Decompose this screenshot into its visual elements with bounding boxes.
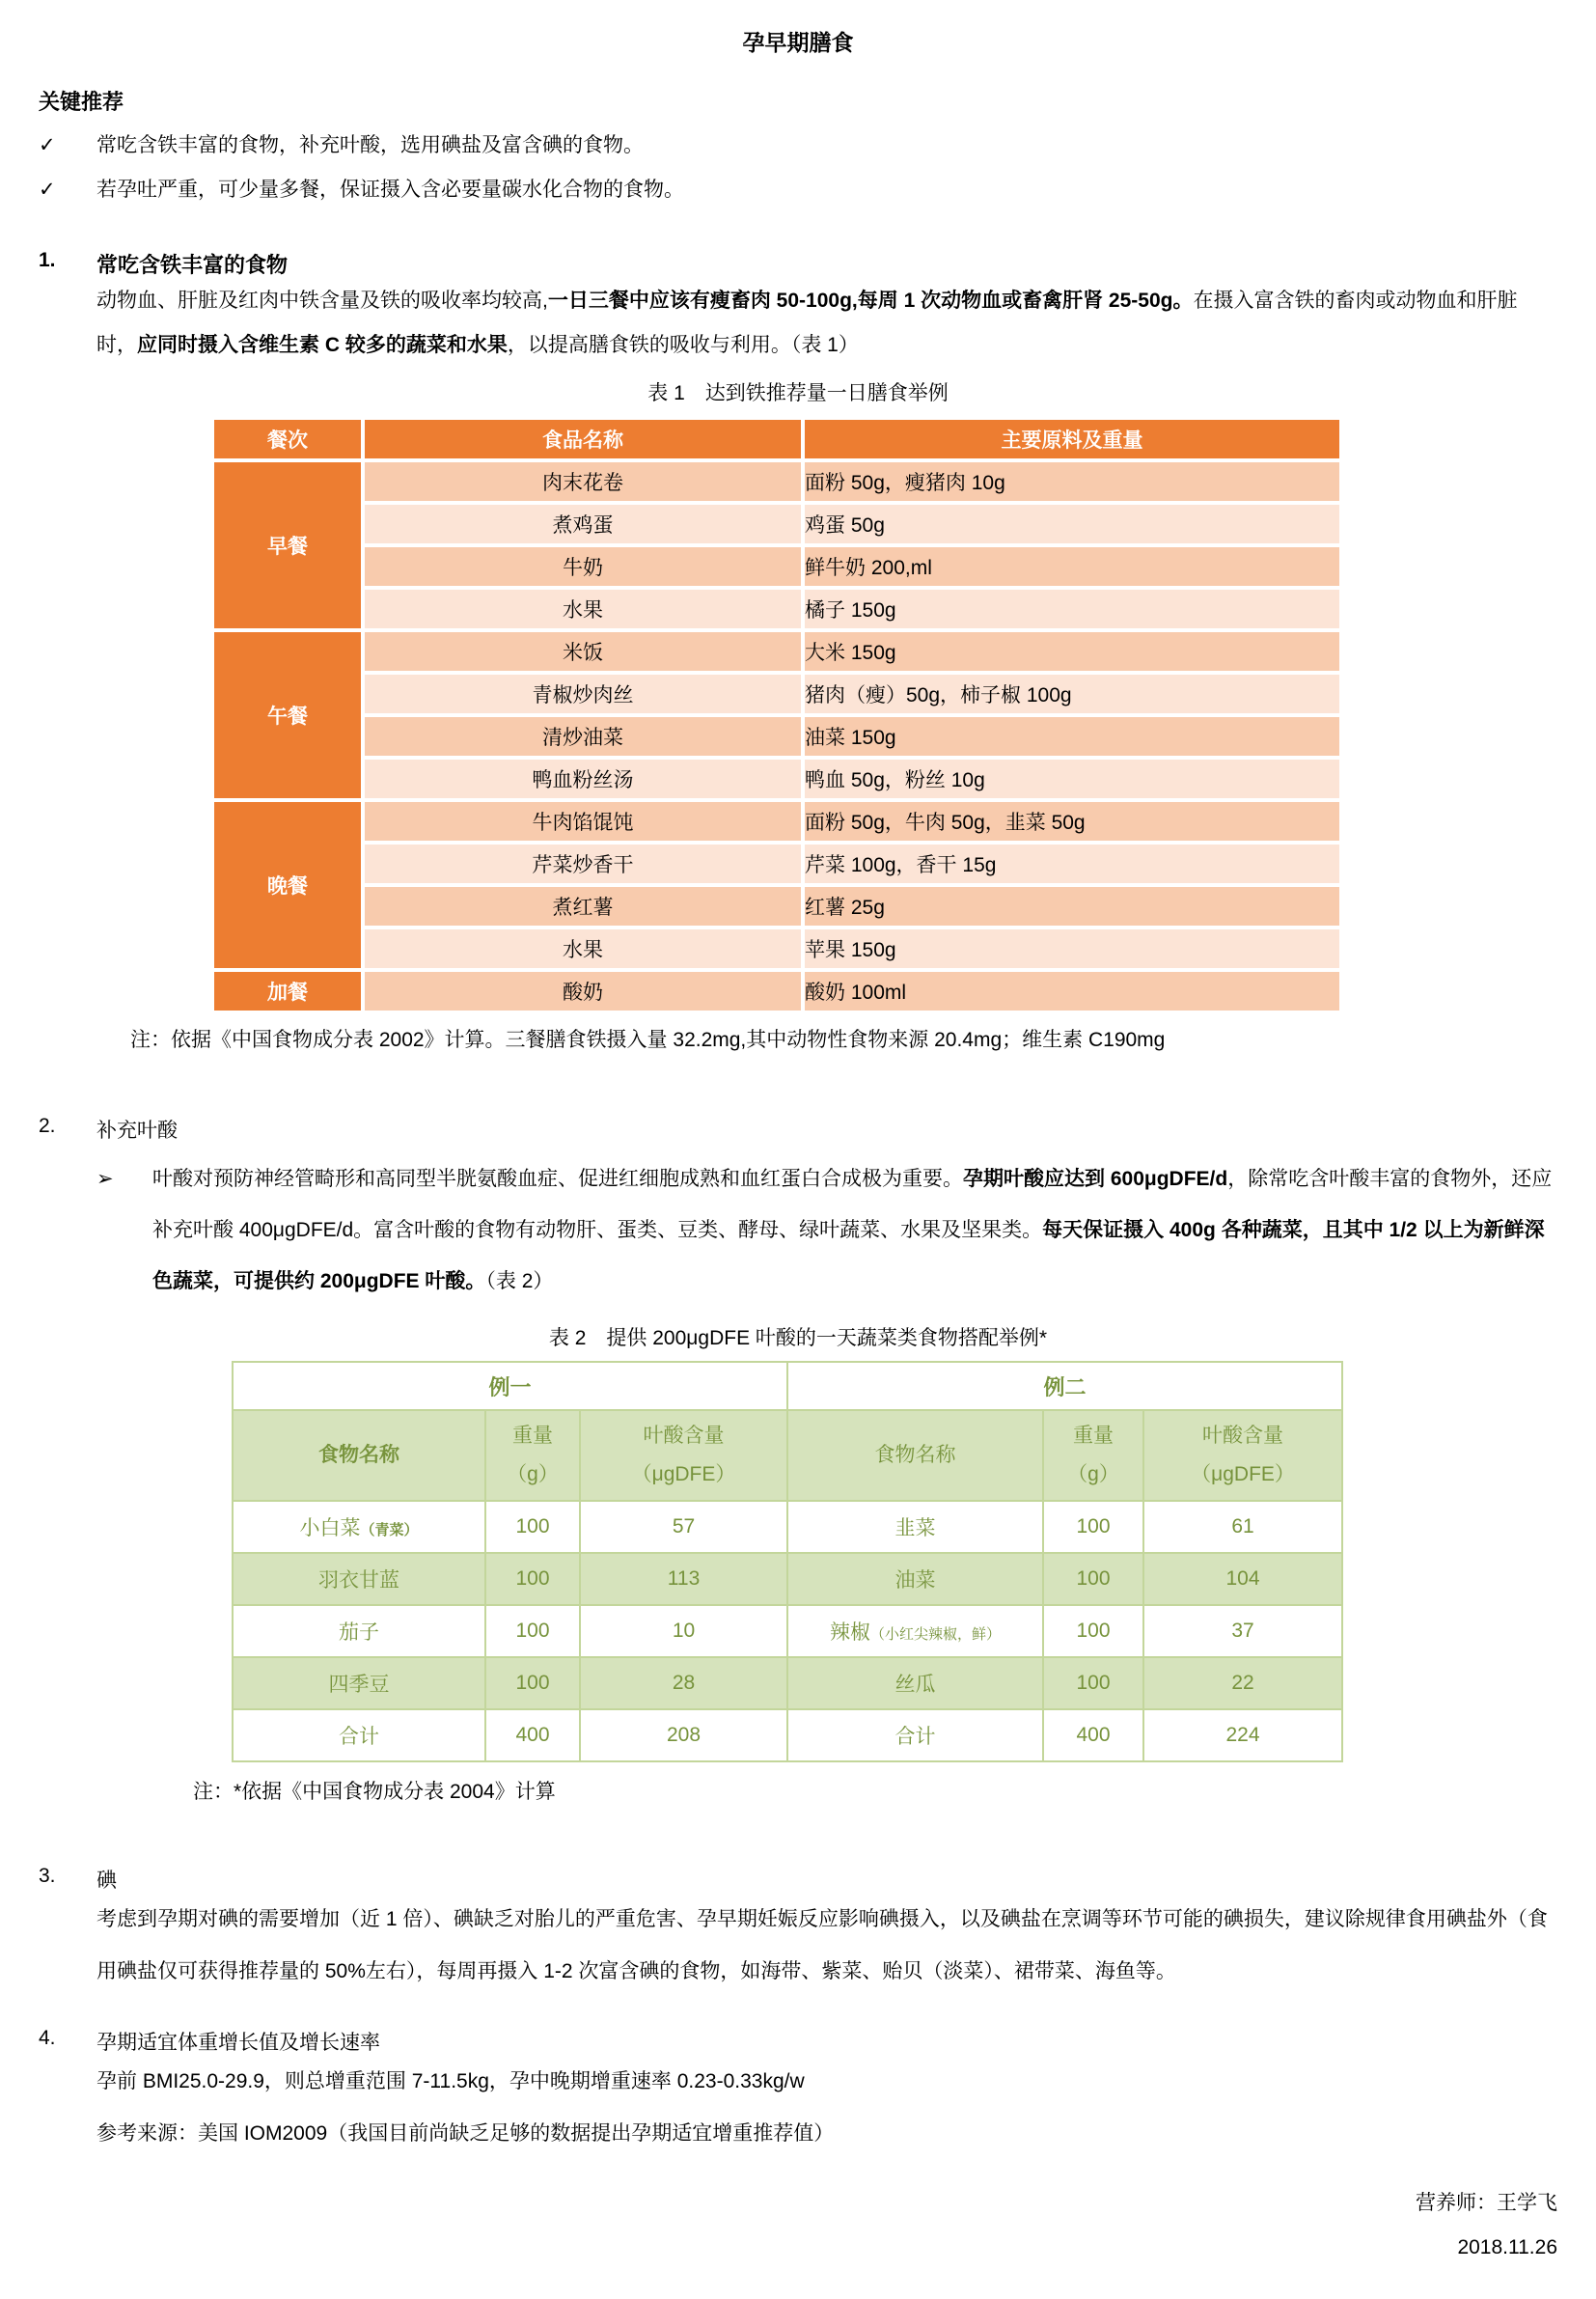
table-row: [214, 760, 1339, 798]
total-label: [233, 1709, 485, 1761]
ingredients: 红薯 25g: [805, 887, 1339, 926]
header-folate-1: [580, 1410, 787, 1501]
table-row: [233, 1605, 1342, 1657]
meal-label-lunch: 午餐: [214, 632, 361, 798]
food-name: 煮鸡蛋: [365, 505, 801, 543]
ingredients: 鸡蛋 50g: [805, 505, 1339, 543]
ingredients: 面粉 50g，牛肉 50g，韭菜 50g: [805, 802, 1339, 841]
section-1-heading: 常吃含铁丰富的食物: [96, 253, 289, 277]
paragraph-segment: （表 2）: [485, 1270, 554, 1292]
meal-label-dinner: 晚餐: [214, 802, 361, 968]
weight-value: 100: [485, 1605, 580, 1657]
food-name: 煮红薯: [365, 887, 801, 926]
total-label-text: 合计: [339, 1726, 379, 1748]
table-row: [214, 547, 1339, 586]
check-icon: ✓: [39, 134, 56, 156]
total-weight: 400: [1043, 1709, 1143, 1761]
key-recommendation-text: 若孕吐严重，可少量多餐，保证摄入含必要量碳水化合物的食物。: [96, 179, 684, 201]
table-2-example-row: [233, 1362, 1342, 1410]
table-row: [214, 929, 1339, 968]
section-3-heading: 碘: [96, 1870, 117, 1892]
food-name: 鸭血粉丝汤: [365, 760, 801, 798]
food-name: 芹菜炒香干: [365, 845, 801, 883]
food-name-main: 茄子: [339, 1621, 379, 1644]
section-4-body: [96, 2056, 1557, 2160]
section-4: [39, 2027, 1557, 2056]
food-name: 牛肉馅馄饨: [365, 802, 801, 841]
food-name: 酸奶: [365, 972, 801, 1011]
food-name-main: 丝瓜: [894, 1674, 936, 1696]
table-1-header-food: 食品名称: [365, 420, 801, 458]
section-2-paragraph: [152, 1153, 1557, 1307]
folate-value: 104: [1143, 1553, 1342, 1605]
table-row: [214, 632, 1339, 671]
check-icon: ✓: [39, 179, 56, 201]
total-label-text: 合计: [894, 1726, 936, 1748]
table-row: [214, 717, 1339, 756]
section-1-paragraph: [96, 279, 1557, 368]
table-1-caption: 表 1 达到铁推荐量一日膳食举例: [647, 382, 949, 404]
table-row: [214, 972, 1339, 1011]
folate-value: 22: [1143, 1657, 1342, 1709]
weight-value: 100: [1043, 1657, 1143, 1709]
table-row: [214, 802, 1339, 841]
food-name-main: 韭菜: [894, 1517, 936, 1539]
table-row: [214, 505, 1339, 543]
weight-value: 100: [485, 1553, 580, 1605]
food-name: [787, 1657, 1043, 1709]
table-1-header-ingredients: 主要原料及重量: [805, 420, 1339, 458]
total-weight: 400: [485, 1709, 580, 1761]
food-name: [787, 1605, 1043, 1657]
section-2-heading: 补充叶酸: [96, 1120, 178, 1142]
total-label: [787, 1709, 1043, 1761]
food-name: 青椒炒肉丝: [365, 675, 801, 713]
ingredients: 油菜 150g: [805, 717, 1339, 756]
paragraph-segment-bold: 应同时摄入含维生素 C 较多的蔬菜和水果: [137, 334, 508, 356]
section-3-paragraph: 考虑到孕期对碘的需要增加（近 1 倍）、碘缺乏对胎儿的严重危害、孕早期妊娠反应影响碘摄入，以及碘盐在烹调等环节可能的碘损失，建议除规律食用碘盐外（食用碘盐仅可获得推荐量的 50%左右），每周再摄入 1-2 次富含碘的食物，如海带、紫菜、贻贝（淡菜）、裙带菜、海鱼等。: [96, 1908, 1548, 1982]
paragraph-segment: 在摄入富含铁的畜肉或动物血和肝脏时，: [96, 290, 1518, 356]
header-weight-2: [1043, 1410, 1143, 1501]
table-row: [214, 845, 1339, 883]
table-row: [233, 1501, 1342, 1553]
table-row: [214, 675, 1339, 713]
header-food-name-2: 食物名称: [787, 1410, 1043, 1501]
food-name: 清炒油菜: [365, 717, 801, 756]
folate-value: 28: [580, 1657, 787, 1709]
food-name: [233, 1605, 485, 1657]
food-name-main: 小白菜: [299, 1517, 361, 1539]
ingredients: 芹菜 100g，香干 15g: [805, 845, 1339, 883]
table-1-header-meal: 餐次: [214, 420, 361, 458]
ingredients: 大米 150g: [805, 632, 1339, 671]
food-name: 水果: [365, 590, 801, 628]
food-name-paren: （小红尖辣椒，鲜）: [870, 1626, 1002, 1643]
food-name-main: 羽衣甘蓝: [318, 1569, 399, 1592]
food-name: [233, 1657, 485, 1709]
page-title: 孕早期膳食: [742, 30, 854, 55]
table-1-header-row: [214, 420, 1339, 458]
header-weight-line1: 重量: [512, 1425, 553, 1447]
section-2-number: 2.: [39, 1115, 56, 1137]
food-name: 牛奶: [365, 547, 801, 586]
table-2-folate-vegetables: [232, 1361, 1343, 1762]
table-2-note: 注：*依据《中国食物成分表 2004》计算: [193, 1781, 556, 1803]
weight-value: 100: [485, 1657, 580, 1709]
paragraph-segment-bold: 孕期叶酸应达到 600μgDFE/d: [963, 1168, 1228, 1190]
table-1-note: 注：依据《中国食物成分表 2002》计算。三餐膳食铁摄入量 32.2mg,其中动物性食物来源 20.4mg；维生素 C190mg: [130, 1029, 1166, 1051]
folate-value: 113: [580, 1553, 787, 1605]
header-folate-line2: （μgDFE）: [1191, 1463, 1295, 1485]
header-weight-line2: （g）: [507, 1463, 559, 1485]
header-folate-line1: 叶酸含量: [643, 1425, 725, 1447]
folate-value: 61: [1143, 1501, 1342, 1553]
food-name: [787, 1553, 1043, 1605]
paragraph-segment-bold: 一日三餐中应该有瘦畜肉 50-100g,每周 1 次动物血或畜禽肝肾 25-50g。: [547, 290, 1194, 312]
folate-value: 57: [580, 1501, 787, 1553]
ingredients: 酸奶 100ml: [805, 972, 1339, 1011]
ingredients: 橘子 150g: [805, 590, 1339, 628]
section-1-number: 1.: [39, 249, 56, 271]
header-weight-line1: 重量: [1073, 1425, 1114, 1447]
table-1-iron-diet: [210, 416, 1343, 1014]
section-3-number: 3.: [39, 1865, 56, 1887]
paragraph-segment-bold: 每天保证摄入 400g 各种蔬菜，且其中 1/2 以上为新鲜深色蔬菜，可提供约 200μgDFE 叶酸。: [152, 1219, 1545, 1292]
food-name-main: 辣椒: [830, 1621, 870, 1644]
key-recommendations-heading: 关键推荐: [39, 90, 124, 114]
ingredients: 面粉 50g，瘦猪肉 10g: [805, 462, 1339, 501]
food-name-main: 四季豆: [328, 1674, 390, 1696]
section-2-bullet: [96, 1153, 1557, 1307]
section-4-number: 4.: [39, 2027, 56, 2049]
header-food-name-1: 食物名称: [233, 1410, 485, 1501]
header-weight-line2: （g）: [1067, 1463, 1119, 1485]
ingredients: 猪肉（瘦）50g，柿子椒 100g: [805, 675, 1339, 713]
weight-value: 100: [1043, 1605, 1143, 1657]
key-recommendation-item: [39, 168, 1557, 212]
table-row: [214, 462, 1339, 501]
meal-label-snack: 加餐: [214, 972, 361, 1011]
header-folate-line1: 叶酸含量: [1202, 1425, 1284, 1447]
section-4-line: 孕前 BMI25.0-29.9，则总增重范围 7-11.5kg，孕中晚期增重速率 0.23-0.33kg/w: [96, 2070, 805, 2092]
ingredients: 苹果 150g: [805, 929, 1339, 968]
food-name: [233, 1501, 485, 1553]
food-name: 米饭: [365, 632, 801, 671]
paragraph-segment: ，以提高膳食铁的吸收与利用。（表 1）: [507, 334, 859, 356]
example-1-label: 例一: [233, 1362, 787, 1410]
document-footer: [39, 2181, 1557, 2270]
ingredients: 鲜牛奶 200,ml: [805, 547, 1339, 586]
table-row: [233, 1553, 1342, 1605]
weight-value: 100: [1043, 1553, 1143, 1605]
weight-value: 100: [1043, 1501, 1143, 1553]
header-folate-2: [1143, 1410, 1342, 1501]
header-weight-1: [485, 1410, 580, 1501]
key-recommendation-item: [39, 124, 1557, 168]
key-recommendation-text: 常吃含铁丰富的食物，补充叶酸，选用碘盐及富含碘的食物。: [96, 134, 644, 156]
arrow-bullet-icon: ➢: [96, 1168, 114, 1190]
date-line: 2018.11.26: [1457, 2236, 1557, 2258]
table-row: [214, 887, 1339, 926]
ingredients: 鸭血 50g，粉丝 10g: [805, 760, 1339, 798]
section-4-line: 参考来源：美国 IOM2009（我国目前尚缺乏足够的数据提出孕期适宜增重推荐值）: [96, 2122, 835, 2145]
total-folate: 224: [1143, 1709, 1342, 1761]
table-row: [233, 1657, 1342, 1709]
section-2: [39, 1115, 1557, 1144]
header-folate-line2: （μgDFE）: [631, 1463, 736, 1485]
author-line: 营养师：王学飞: [1416, 2192, 1557, 2214]
paragraph-segment: 叶酸对预防神经管畸形和高同型半胱氨酸血症、促进红细胞成熟和血红蛋白合成极为重要。: [152, 1168, 963, 1190]
example-2-label: 例二: [787, 1362, 1342, 1410]
food-name: 肉末花卷: [365, 462, 801, 501]
folate-value: 10: [580, 1605, 787, 1657]
section-4-heading: 孕期适宜体重增长值及增长速率: [96, 2032, 380, 2054]
paragraph-segment: ，除常吃含叶酸丰富的食物外，还应补充叶酸 400μgDFE/d。富含叶酸的食物有动物肝、蛋类、豆类、酵母、绿叶蔬菜、水果及坚果类。: [152, 1168, 1553, 1241]
weight-value: 100: [485, 1501, 580, 1553]
table-row: [214, 590, 1339, 628]
food-name: [233, 1553, 485, 1605]
food-name: [787, 1501, 1043, 1553]
food-name-paren: （青菜）: [360, 1522, 419, 1538]
table-2-caption: 表 2 提供 200μgDFE 叶酸的一天蔬菜类食物搭配举例*: [548, 1327, 1048, 1349]
meal-label-breakfast: 早餐: [214, 462, 361, 628]
food-name: 水果: [365, 929, 801, 968]
total-folate: 208: [580, 1709, 787, 1761]
table-row-total: [233, 1709, 1342, 1761]
food-name-main: 油菜: [894, 1569, 936, 1592]
folate-value: 37: [1143, 1605, 1342, 1657]
paragraph-segment: 动物血、肝脏及红肉中铁含量及铁的吸收率均较高,: [96, 290, 548, 312]
table-2-header-row: [233, 1410, 1342, 1501]
section-3: [39, 1865, 1557, 1894]
section-1: [39, 249, 1557, 279]
